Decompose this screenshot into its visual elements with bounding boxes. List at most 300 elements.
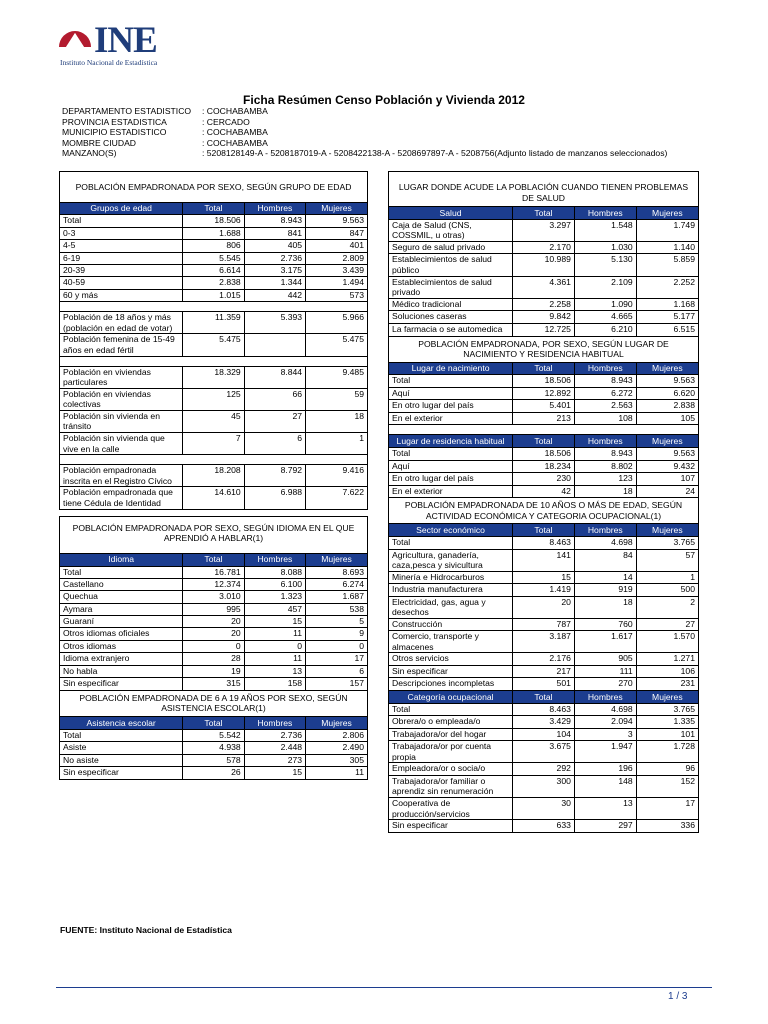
table-row [60, 410, 367, 432]
idioma-title: POBLACIÓN EMPADRONADA POR SEXO, SEGÚN IDIOMA EN EL QUE APRENDIÓ A HABLAR(1) [72, 522, 355, 544]
col-header-mujeres: Mujeres [636, 691, 698, 703]
row-label: Sin especificar [389, 820, 513, 832]
row-label: Total [389, 448, 513, 460]
table-row [389, 797, 698, 819]
row-value: 59 [306, 388, 367, 410]
row-value: 1.570 [636, 631, 698, 653]
spacer-cell [60, 302, 183, 312]
row-value: 10.989 [513, 254, 575, 276]
row-value: 213 [513, 412, 575, 424]
row-value: 500 [636, 584, 698, 596]
row-label: En el exterior [389, 412, 513, 424]
row-value: 305 [306, 754, 367, 766]
row-label: Población de 18 años y más (población en edad de votar) [60, 312, 183, 334]
col-header-hombres: Hombres [574, 691, 636, 703]
row-value: 196 [574, 763, 636, 775]
row-value: 11 [244, 628, 305, 640]
row-label: Minería e Hidrocarburos [389, 571, 513, 583]
col-header-hombres: Hombres [574, 524, 636, 536]
row-label: Trabajadora/or familiar o aprendiz sin renumeración [389, 775, 513, 797]
col-header-category: Lugar de nacimiento [389, 363, 513, 375]
row-value: 3.297 [513, 219, 575, 241]
col-header-mujeres: Mujeres [636, 435, 698, 447]
row-value: 12.374 [183, 578, 244, 590]
row-value: 2.563 [574, 400, 636, 412]
table-row [60, 215, 367, 227]
row-value: 806 [183, 240, 244, 252]
row-value: 1.947 [574, 741, 636, 763]
table-row [60, 678, 367, 690]
residencia-table-wrap [389, 434, 698, 497]
table-row [60, 366, 367, 388]
row-value: 405 [244, 240, 305, 252]
row-label: Médico tradicional [389, 298, 513, 310]
row-value: 2.258 [513, 298, 575, 310]
row-label: 4-5 [60, 240, 183, 252]
table-row [389, 584, 698, 596]
row-label: Obrera/o o empleada/o [389, 716, 513, 728]
meta-row [62, 106, 667, 117]
col-header-mujeres: Mujeres [306, 203, 367, 215]
logo-subtitle: Instituto Nacional de Estadística [60, 58, 158, 67]
table-header-row [60, 554, 367, 566]
row-value: 2.094 [574, 716, 636, 728]
row-value: 315 [183, 678, 244, 690]
row-label: Población sin vivienda en tránsito [60, 410, 183, 432]
row-value: 1.030 [574, 242, 636, 254]
table-row [389, 485, 698, 497]
row-value [244, 334, 305, 356]
row-label: No asiste [60, 754, 183, 766]
table-row [389, 549, 698, 571]
table-row [60, 240, 367, 252]
row-value: 6.272 [574, 387, 636, 399]
row-label: Caja de Salud (CNS, COSSMIL, u otras) [389, 219, 513, 241]
row-label: Asiste [60, 742, 183, 754]
row-value: 12.725 [513, 323, 575, 335]
nacimiento-title: POBLACIÓN EMPADRONADA, POR SEXO, SEGÚN LUGAR DE NACIMIENTO Y RESIDENCIA HABITUAL [389, 336, 698, 362]
salud-table-wrap [389, 206, 698, 336]
row-value: 760 [574, 618, 636, 630]
row-value: 8.463 [513, 537, 575, 549]
row-label: 0-3 [60, 227, 183, 239]
table-row [389, 678, 698, 690]
row-value: 0 [244, 640, 305, 652]
row-value: 1.090 [574, 298, 636, 310]
row-value: 12.892 [513, 387, 575, 399]
row-value: 5.401 [513, 400, 575, 412]
asistencia-table-wrap [60, 716, 367, 779]
col-header-mujeres: Mujeres [636, 524, 698, 536]
nacimiento-table-wrap [389, 362, 698, 425]
row-value: 2.176 [513, 653, 575, 665]
meta-value: : COCHABAMBA [202, 106, 268, 116]
row-value: 270 [574, 678, 636, 690]
table-row [60, 566, 367, 578]
col-header-hombres: Hombres [574, 363, 636, 375]
col-header-mujeres: Mujeres [636, 363, 698, 375]
edad-title: POBLACIÓN EMPADRONADA POR SEXO, SEGÚN GRUPO DE EDAD [75, 182, 352, 192]
row-label: Total [60, 729, 183, 741]
spacer-cell [60, 356, 183, 366]
spacer-cell [183, 455, 244, 465]
row-value: 15 [244, 766, 305, 778]
row-value: 1.335 [636, 716, 698, 728]
row-value: 7 [183, 433, 244, 455]
table-row [60, 603, 367, 615]
row-label: La farmacia o se automedica [389, 323, 513, 335]
row-label: Trabajadora/or del hogar [389, 728, 513, 740]
table-row [60, 591, 367, 603]
row-value: 45 [183, 410, 244, 432]
table-row [389, 219, 698, 241]
row-value: 18 [306, 410, 367, 432]
spacer-cell [306, 302, 367, 312]
left-column [59, 171, 368, 780]
table-row [60, 277, 367, 289]
table-row [389, 618, 698, 630]
table-row [60, 628, 367, 640]
row-value: 1.617 [574, 631, 636, 653]
row-value: 13 [574, 797, 636, 819]
row-value: 18.208 [183, 465, 244, 487]
table-row [60, 289, 367, 301]
row-value: 3.675 [513, 741, 575, 763]
table-row [60, 252, 367, 264]
idioma-table-wrap [60, 553, 367, 690]
spacer-cell [244, 356, 305, 366]
row-value: 15 [513, 571, 575, 583]
row-value: 17 [306, 653, 367, 665]
row-value: 8.802 [574, 460, 636, 472]
row-value: 2.809 [306, 252, 367, 264]
row-value: 1.548 [574, 219, 636, 241]
row-value: 4.665 [574, 311, 636, 323]
row-value: 18.234 [513, 460, 575, 472]
row-value: 217 [513, 665, 575, 677]
row-value: 1.749 [636, 219, 698, 241]
row-value: 3.765 [636, 537, 698, 549]
row-value: 841 [244, 227, 305, 239]
source-note: FUENTE: Instituto Nacional de Estadística [60, 925, 232, 935]
spacer-cell [244, 302, 305, 312]
row-label: Otros idiomas [60, 640, 183, 652]
row-value: 9.842 [513, 311, 575, 323]
col-header-mujeres: Mujeres [306, 717, 367, 729]
row-value: 111 [574, 665, 636, 677]
meta-row [62, 138, 667, 149]
row-value: 2.838 [183, 277, 244, 289]
table-header-row [60, 203, 367, 215]
ocupacional-table-wrap [389, 690, 698, 832]
row-label: Población empadronada que tiene Cédula de Identidad [60, 487, 183, 509]
row-value: 4.698 [574, 704, 636, 716]
row-value: 9.563 [306, 215, 367, 227]
row-label: Descripciones incompletas [389, 678, 513, 690]
table-row [60, 729, 367, 741]
row-value: 6.274 [306, 578, 367, 590]
row-label: Trabajadora/or por cuenta propia [389, 741, 513, 763]
row-value: 273 [244, 754, 305, 766]
spacer-row [60, 356, 367, 366]
page-title: Ficha Resúmen Censo Población y Vivienda 2012 [243, 93, 525, 107]
table-row [60, 227, 367, 239]
row-label: Idioma extranjero [60, 653, 183, 665]
row-value: 336 [636, 820, 698, 832]
table-header-row [389, 435, 698, 447]
row-label: En otro lugar del país [389, 473, 513, 485]
row-value: 578 [183, 754, 244, 766]
col-header-category: Lugar de residencia habitual [389, 435, 513, 447]
table-row [60, 334, 367, 356]
meta-key: PROVINCIA ESTADISTICA [62, 116, 167, 127]
table-row [60, 578, 367, 590]
row-value: 66 [244, 388, 305, 410]
row-label: Sin especificar [389, 665, 513, 677]
right-section [388, 171, 699, 833]
row-value: 11.359 [183, 312, 244, 334]
salud-title: LUGAR DONDE ACUDE LA POBLACIÓN CUANDO TIENEN PROBLEMAS DE SALUD [398, 182, 689, 203]
row-value: 8.943 [244, 215, 305, 227]
row-value: 5.859 [636, 254, 698, 276]
table-row [389, 276, 698, 298]
row-value: 8.088 [244, 566, 305, 578]
col-header-total: Total [513, 691, 575, 703]
col-header-total: Total [513, 435, 575, 447]
row-value: 9 [306, 628, 367, 640]
table-row [389, 473, 698, 485]
row-value: 16.781 [183, 566, 244, 578]
col-header-hombres: Hombres [244, 203, 305, 215]
col-header-category: Asistencia escolar [60, 717, 183, 729]
row-value: 538 [306, 603, 367, 615]
row-value: 18.329 [183, 366, 244, 388]
edad-section [59, 171, 368, 510]
row-value: 3.429 [513, 716, 575, 728]
row-value: 152 [636, 775, 698, 797]
table-row [389, 596, 698, 618]
row-value: 3 [574, 728, 636, 740]
row-value: 5.475 [183, 334, 244, 356]
row-label: Población en viviendas colectivas [60, 388, 183, 410]
ocupacional-table [389, 691, 698, 832]
row-label: Total [389, 537, 513, 549]
row-value: 2.736 [244, 252, 305, 264]
meta-row [62, 117, 667, 128]
economico-table-wrap [389, 523, 698, 690]
row-label: Industria manufacturera [389, 584, 513, 596]
col-header-category: Salud [389, 207, 513, 219]
row-value: 1.687 [306, 591, 367, 603]
table-row [389, 242, 698, 254]
row-value: 11 [306, 766, 367, 778]
row-value: 5.475 [306, 334, 367, 356]
col-header-category: Idioma [60, 554, 183, 566]
row-value: 442 [244, 289, 305, 301]
row-value: 3.187 [513, 631, 575, 653]
table-row [389, 387, 698, 399]
row-value: 57 [636, 549, 698, 571]
row-label: Sin especificar [60, 766, 183, 778]
spacer-row [60, 455, 367, 465]
page-number: 1 / 3 [668, 991, 688, 1002]
row-value: 24 [636, 485, 698, 497]
row-value: 4.698 [574, 537, 636, 549]
meta-row [62, 148, 667, 159]
row-value: 84 [574, 549, 636, 571]
meta-value: : COCHABAMBA [202, 127, 268, 138]
row-label: Total [389, 375, 513, 387]
table-row [60, 616, 367, 628]
col-header-category: Sector económico [389, 524, 513, 536]
row-value: 6.620 [636, 387, 698, 399]
row-label: Empleadora/or o socia/o [389, 763, 513, 775]
row-value: 105 [636, 412, 698, 424]
row-value: 5.966 [306, 312, 367, 334]
row-value: 8.463 [513, 704, 575, 716]
right-column [388, 171, 699, 833]
nacimiento-table [389, 363, 698, 425]
row-value: 125 [183, 388, 244, 410]
row-value: 1.168 [636, 298, 698, 310]
row-value: 18.506 [513, 448, 575, 460]
table-row [389, 728, 698, 740]
row-value: 5 [306, 616, 367, 628]
row-value: 6.515 [636, 323, 698, 335]
spacer-cell [306, 356, 367, 366]
spacer-cell [60, 455, 183, 465]
meta-key: MOMBRE CIUDAD [62, 137, 137, 148]
row-value: 8.693 [306, 566, 367, 578]
row-value: 9.485 [306, 366, 367, 388]
table-header-row [389, 524, 698, 536]
row-value: 4.938 [183, 742, 244, 754]
ine-mountain-icon [58, 18, 92, 48]
row-value: 158 [244, 678, 305, 690]
table-row [60, 487, 367, 509]
spacer-row [60, 302, 367, 312]
row-value: 26 [183, 766, 244, 778]
row-value: 633 [513, 820, 575, 832]
row-value: 15 [244, 616, 305, 628]
row-label: Total [60, 215, 183, 227]
row-value: 1.728 [636, 741, 698, 763]
row-label: En el exterior [389, 485, 513, 497]
row-value: 2.170 [513, 242, 575, 254]
row-value: 5.177 [636, 311, 698, 323]
row-label: Población sin vivienda que vive en la calle [60, 433, 183, 455]
row-value: 995 [183, 603, 244, 615]
row-value: 2.736 [244, 729, 305, 741]
row-value: 1.271 [636, 653, 698, 665]
row-value: 3.765 [636, 704, 698, 716]
table-row [389, 631, 698, 653]
row-value: 18.506 [513, 375, 575, 387]
table-row [389, 323, 698, 335]
row-label: Población empadronada inscrita en el Registro Cívico [60, 465, 183, 487]
row-label: Población femenina de 15-49 años en edad fértil [60, 334, 183, 356]
row-value: 6.988 [244, 487, 305, 509]
row-value: 28 [183, 653, 244, 665]
table-row [60, 754, 367, 766]
row-value: 42 [513, 485, 575, 497]
row-label: Población en viviendas particulares [60, 366, 183, 388]
col-header-hombres: Hombres [574, 207, 636, 219]
row-value: 231 [636, 678, 698, 690]
row-value: 2.448 [244, 742, 305, 754]
spacer-cell [306, 455, 367, 465]
row-value: 1.688 [183, 227, 244, 239]
row-value: 101 [636, 728, 698, 740]
row-value: 9.432 [636, 460, 698, 472]
ine-logo [58, 18, 178, 66]
meta-key: MANZANO(S) [62, 148, 117, 159]
row-value: 14 [574, 571, 636, 583]
table-row [60, 640, 367, 652]
row-value: 1 [636, 571, 698, 583]
row-value: 6.210 [574, 323, 636, 335]
row-value: 457 [244, 603, 305, 615]
row-value: 1.419 [513, 584, 575, 596]
row-label: Soluciones caseras [389, 311, 513, 323]
row-value: 20 [183, 616, 244, 628]
table-row [60, 653, 367, 665]
table-row [389, 653, 698, 665]
row-value: 8.792 [244, 465, 305, 487]
table-row [389, 254, 698, 276]
row-label: Quechua [60, 591, 183, 603]
table-row [389, 375, 698, 387]
row-value: 18 [574, 485, 636, 497]
row-value: 141 [513, 549, 575, 571]
asistencia-title: POBLACIÓN EMPADRONADA DE 6 A 19 AÑOS POR SEXO, SEGÚN ASISTENCIA ESCOLAR(1) [60, 690, 367, 716]
table-row [60, 465, 367, 487]
row-label: Total [60, 566, 183, 578]
row-value: 107 [636, 473, 698, 485]
row-value: 20 [183, 628, 244, 640]
meta-block [62, 106, 667, 159]
meta-value: : CERCADO [202, 116, 250, 127]
row-value: 5.545 [183, 252, 244, 264]
row-value: 3.439 [306, 264, 367, 276]
row-value: 6.614 [183, 264, 244, 276]
table-row [389, 820, 698, 832]
table-row [389, 400, 698, 412]
row-value: 919 [574, 584, 636, 596]
row-label: Otros idiomas oficiales [60, 628, 183, 640]
row-label: Establecimientos de salud público [389, 254, 513, 276]
table-row [60, 264, 367, 276]
table-header-row [60, 717, 367, 729]
row-value: 292 [513, 763, 575, 775]
row-value: 11 [244, 653, 305, 665]
col-header-category: Categoría ocupacional [389, 691, 513, 703]
row-label: 6-19 [60, 252, 183, 264]
row-value: 573 [306, 289, 367, 301]
spacer-cell [183, 356, 244, 366]
col-header-hombres: Hombres [244, 717, 305, 729]
row-label: Aymara [60, 603, 183, 615]
row-label: Otros servicios [389, 653, 513, 665]
row-value: 104 [513, 728, 575, 740]
row-label: 20-39 [60, 264, 183, 276]
residencia-table [389, 435, 698, 497]
table-row [389, 665, 698, 677]
row-value: 18 [574, 596, 636, 618]
table-row [389, 412, 698, 424]
row-label: Construcción [389, 618, 513, 630]
row-value: 0 [183, 640, 244, 652]
